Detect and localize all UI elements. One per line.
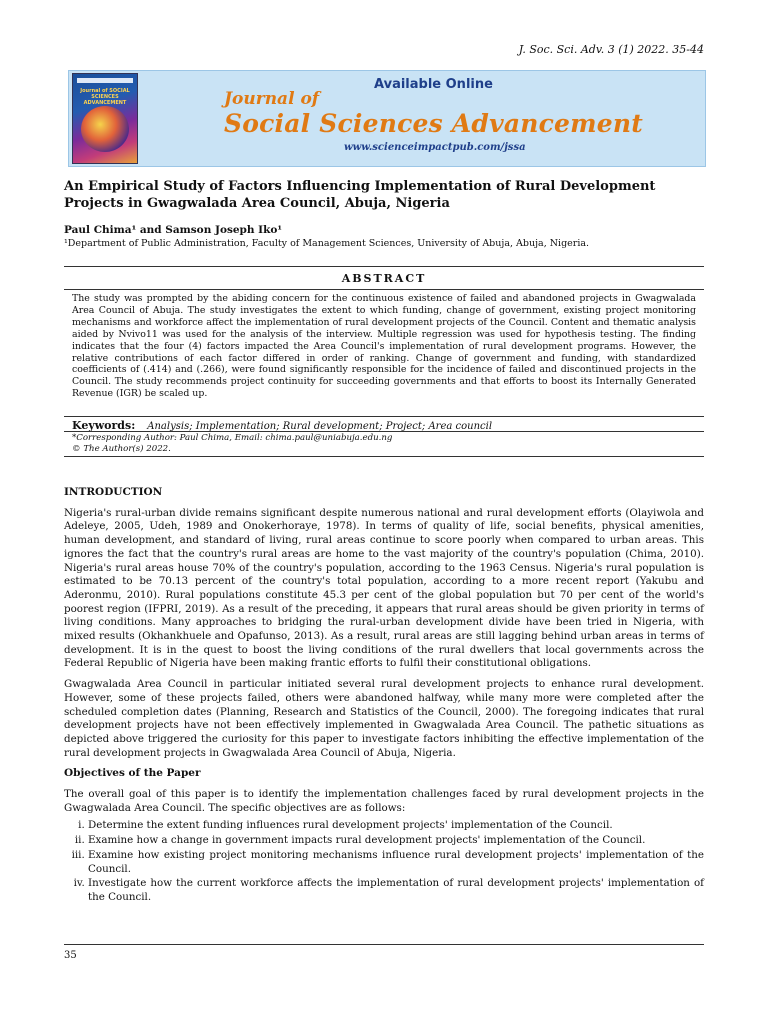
abstract-text: The study was prompted by the abiding concern for the continuous existence of failed and abandoned projects in Gwagwalada Area Council of Abuja. The study investigates the extent to which funding, change of government, existing project monitoring mechanisms and workforce affect the implementation of rural development projects of the Council. Content and thematic analysis aided by Nvivo11 was used for the analysis of the interview. Multiple regression was used for hypothesis testing. The finding indicates that the four (4) factors impacted the Area Council's implementation of rural development programs. However, the relative contributions of each factor differed in order of ranking. Change of government and funding, with standardized coefficients of (.414) and (.266), were found significantly responsible for the incidence of failed and discontinued projects in the Council. The study recommends project continuity for succeeding governments and that efforts to boost its Internally Generated Revenue (IGR) be scaled up. <box>72 293 696 400</box>
author-affiliation: ¹Department of Public Administration, Faculty of Management Sciences, University of Abuja, Abuja, Nigeria. <box>64 238 590 249</box>
introduction-heading: INTRODUCTION <box>64 486 163 498</box>
keywords-value: Analysis; Implementation; Rural development; Project; Area council <box>147 421 493 432</box>
footer-rule <box>64 944 704 945</box>
objectives-list <box>64 819 704 904</box>
objective-item: iii. Examine how existing project monitoring mechanisms influence rural development projects' implementation of the Council. <box>88 849 704 876</box>
journal-banner <box>68 70 706 167</box>
copyright-notice: © The Author(s) 2022. <box>72 444 171 454</box>
page-number: 35 <box>64 950 77 961</box>
keywords-label: Keywords: <box>72 419 136 432</box>
objective-item: ii. Examine how a change in government impacts rural development projects' implementation of the Council. <box>88 834 704 848</box>
keywords-top-rule <box>64 416 704 417</box>
objective-item: i. Determine the extent funding influences rural development projects' implementation of the Council. <box>88 819 704 833</box>
journal-of-label: Journal of <box>224 89 320 109</box>
abstract-heading: ABSTRACT <box>341 272 427 285</box>
journal-name: Social Sciences Advancement <box>224 109 643 138</box>
corresponding-author: *Corresponding Author: Paul Chima, Email: chima.paul@uniabuja.edu.ng <box>72 433 393 443</box>
front-matter-bottom-rule <box>64 456 704 457</box>
keywords-bottom-rule <box>64 431 704 432</box>
article-authors: Paul Chima¹ and Samson Joseph Iko¹ <box>64 224 282 236</box>
article-title: An Empirical Study of Factors Influencing Implementation of Rural Development Projects in Gwagwalada Area Council, Abuja, Nigeria <box>64 179 656 211</box>
abstract-top-rule <box>64 266 704 267</box>
body-paragraph: The overall goal of this paper is to identify the implementation challenges faced by rural development projects in the Gwagwalada Area Council. The specific objectives are as follows: <box>64 788 704 814</box>
available-online-label: Available Online <box>374 77 493 92</box>
body-paragraph: Nigeria's rural-urban divide remains significant despite numerous national and rural development efforts (Olayiwola and Adeleye, 2005, Udeh, 1989 and Onokerhoraye, 1978). In terms of quality of life, social benefits, physical amenities, human development, and standard of living, rural areas continue to score poorly when compared to urban areas. This ignores the fact that the country's rural areas are home to the vast majority of the country's population (Chima, 2010). Nigeria's rural areas house 70% of the country's population, according to the 1963 Census. Nigeria's rural population is estimated to be 70.13 percent of the country's total population, according to a more recent report (Yakubu and Aderonmu, 2010). Rural populations constitute 45.3 per cent of the global population but 70 per cent of the world's poorest region (IFPRI, 2019). As a result of the preceding, it appears that rural areas should be given priority in terms of living conditions. Many approaches to bridging the rural-urban development divide have been tried in Nigeria, with mixed results (Okhankhuele and Opafunso, 2013). As a result, rural areas are still lagging behind urban areas in terms of development. It is in the quest to boost the living conditions of the rural dwellers that local governments across the Federal Republic of Nigeria have been making frantic efforts to fulfil their constitutional obligations. <box>64 506 704 670</box>
cover-artwork <box>81 106 129 152</box>
corresponding-author-block <box>72 433 392 455</box>
article-body <box>64 486 704 906</box>
objectives-heading: Objectives of the Paper <box>64 767 201 780</box>
abstract-heading-rule <box>64 289 704 290</box>
objective-item: iv. Investigate how the current workforce affects the implementation of rural development projects' implementation of the Council. <box>88 877 704 904</box>
cover-title: Journal of SOCIAL SCIENCES ADVANCEMENT <box>80 88 130 106</box>
journal-cover-image <box>72 73 138 164</box>
journal-url[interactable]: www.scienceimpactpub.com/jssa <box>344 142 526 153</box>
journal-reference: J. Soc. Sci. Adv. 3 (1) 2022. 35-44 <box>518 43 704 56</box>
body-paragraph: Gwagwalada Area Council in particular initiated several rural development projects to enhance rural development. However, some of these projects failed, others were abandoned halfway, while many more were completed after the scheduled completion dates (Planning, Research and Statistics of the Council, 2000). The foregoing indicates that rural development projects have not been effectively implemented in Gwagwalada Area Council. The pathetic situations as depicted above triggered the curiosity for this paper to investigate factors inhibiting the effective implementation of the rural development projects in Gwagwalada Area Council of Abuja, Nigeria. <box>64 678 704 759</box>
